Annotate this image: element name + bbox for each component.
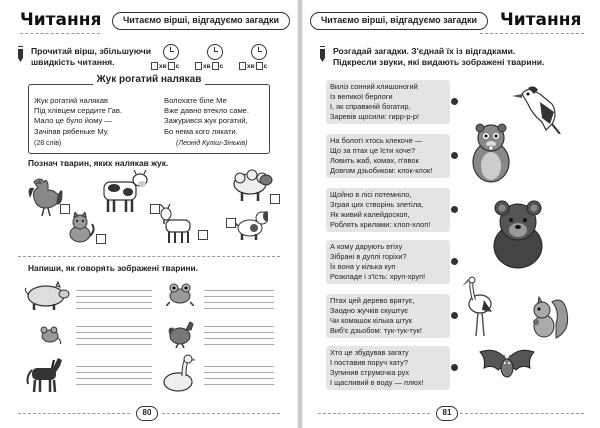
dog-icon [232,208,268,240]
riddle-line: Виліз сонний клишоногий [330,82,418,91]
poem-line: Волохате біле Ме [164,96,227,105]
footer-dash [18,413,130,414]
poem-line: Під хлівцем сердите Гав. [34,106,122,116]
pencil-icon [16,46,25,62]
goat-icon [158,204,198,244]
time-box [238,62,267,70]
minutes-label: хв [247,62,255,70]
riddle-line: А кому дарують втіху [330,242,403,251]
seconds-label: с [175,62,180,70]
woodpecker-icon [512,84,562,134]
header-dash [20,33,100,34]
frog-icon [166,280,194,306]
sheep-icon [230,168,274,202]
poem-line: Мало це було йому — [34,116,113,126]
time-input[interactable] [256,62,263,70]
riddle-line: І щасливий в воду — плюх! [330,378,424,387]
riddle-line: На болоті хтось клекоче — [330,136,423,145]
connect-dot[interactable] [451,258,458,265]
instruction-line: швидкість читання. [31,56,115,67]
minutes-label: хв [203,62,211,70]
header-pill: Читаємо вірші, відгадуємо загадки [112,12,290,30]
time-box [150,62,179,70]
beaver-icon [468,122,514,186]
time-input[interactable] [212,62,219,70]
connect-dot[interactable] [451,364,458,371]
poem-line: Зажурився жук рогатий, [164,116,248,126]
poem-title: Жук рогатий налякав [28,74,270,85]
stork-icon [462,276,496,336]
section-title: Читання [20,10,102,30]
header-pill: Читаємо вірші, відгадуємо загадки [310,12,488,30]
pig-icon [22,280,70,310]
mouse-icon [38,322,62,344]
seconds-label: с [219,62,224,70]
footer-dash [318,413,430,414]
section-title: Читання [500,10,582,30]
riddle-line: Розкладе і з'їсть: хруп-хруп! [330,272,426,281]
riddle-line: Щойно в лісі потемніло, [330,190,412,199]
goose-icon [162,354,196,394]
cat-icon [66,212,96,244]
riddle-line: Що за птах це їсти хоче? [330,146,416,155]
riddle-box [326,346,450,390]
bear-icon [486,200,550,270]
connect-dot[interactable] [451,206,458,213]
horse-icon [26,354,66,394]
writing-lines[interactable] [76,322,152,344]
riddle-box [326,80,450,124]
instruction-line: Підкресли звуки, які видають зображені тварини. [333,56,545,67]
riddle-line: І поставив поруч хату? [330,358,408,367]
answer-checkbox[interactable] [198,230,208,240]
word-count: (28 слів) [34,140,62,147]
riddle-line: Зграя цих створінь злетіла, [330,200,424,209]
riddle-box [326,134,450,178]
task-write-sounds: Напиши, як говорять зображені тварини. [28,263,199,273]
riddle-box [326,294,450,338]
time-input[interactable] [168,62,175,70]
instruction [31,46,151,67]
riddle-line: Заревів щосили: гирр-р-р! [330,112,420,121]
answer-checkbox[interactable] [226,218,236,228]
instruction [333,46,544,67]
riddle-line: Ловить жаб, комах, п'явок [330,156,419,165]
riddle-line: Заодно жучків скуштує [330,306,409,315]
riddle-line: Довгим дзьобиком: клок-клок! [330,166,433,175]
riddle-box [326,240,450,284]
stopwatch-icon [207,44,223,60]
writing-lines[interactable] [204,362,274,384]
turkey-icon [166,318,196,348]
poem-line: Зачіпав рябеньке Му. [34,126,109,136]
task-mark-animals: Познач тварин, яких налякав жук. [28,158,169,168]
connect-dot[interactable] [451,152,458,159]
poem-column [164,96,249,137]
bat-icon [478,346,536,386]
footer-dash [460,413,584,414]
writing-lines[interactable] [204,286,274,308]
riddle-line: Зупинив струмочка рух [330,368,410,377]
poem-column [34,96,122,137]
instruction-line: Прочитай вірш, збільшуючи [31,46,151,56]
writing-lines[interactable] [76,286,152,308]
squirrel-icon [526,294,570,340]
minutes-label: хв [159,62,167,70]
seconds-label: с [263,62,268,70]
footer-dash [162,413,280,414]
page-number: 80 [136,406,158,421]
riddle-line: Хто це збудував загату [330,348,409,357]
section-divider [18,256,280,257]
rooster-icon [26,176,64,216]
writing-lines[interactable] [204,322,274,344]
connect-dot[interactable] [451,312,458,319]
riddle-line: Як живий калейдоскоп, [330,210,410,219]
riddle-line: Їх вона у кілька куп [330,262,396,271]
riddle-line: Роблять крилами: хлоп-хлоп! [330,220,431,229]
poem-author: (Леонід Куліш-Зіньків) [176,140,248,147]
poem-line: Жук рогатий налякав [34,96,109,105]
riddle-line: Чи комашок кілька штук [330,316,412,325]
connect-dot[interactable] [451,98,458,105]
writing-lines[interactable] [76,362,152,384]
instruction-line: Розгадай загадки. З'єднай їх із відгадками. [333,46,516,56]
time-input[interactable] [195,62,202,70]
stopwatch-icon [251,44,267,60]
riddle-line: Зібрані в дуплі горіхи? [330,252,407,261]
riddle-line: І, як справжній богатир, [330,102,411,111]
answer-checkbox[interactable] [270,194,280,204]
time-input[interactable] [239,62,246,70]
riddle-box [326,188,450,232]
riddle-line: Виб'є дзьобом: тук-тук-тук! [330,326,422,335]
riddle-line: Птах цей дерево врятує, [330,296,415,305]
book-gutter [297,0,303,428]
time-input[interactable] [151,62,158,70]
riddle-line: Із великої берлоги [330,92,393,101]
poem-line: Вже давно втекло саме. [164,106,250,116]
poem-line: Бо нема кого лякати. [164,126,238,136]
page-number: 81 [436,406,458,421]
answer-checkbox[interactable] [96,234,106,244]
pencil-icon [318,46,327,62]
cow-icon [98,170,148,214]
stopwatch-icon [163,44,179,60]
header-dash [480,33,584,34]
time-box [194,62,223,70]
